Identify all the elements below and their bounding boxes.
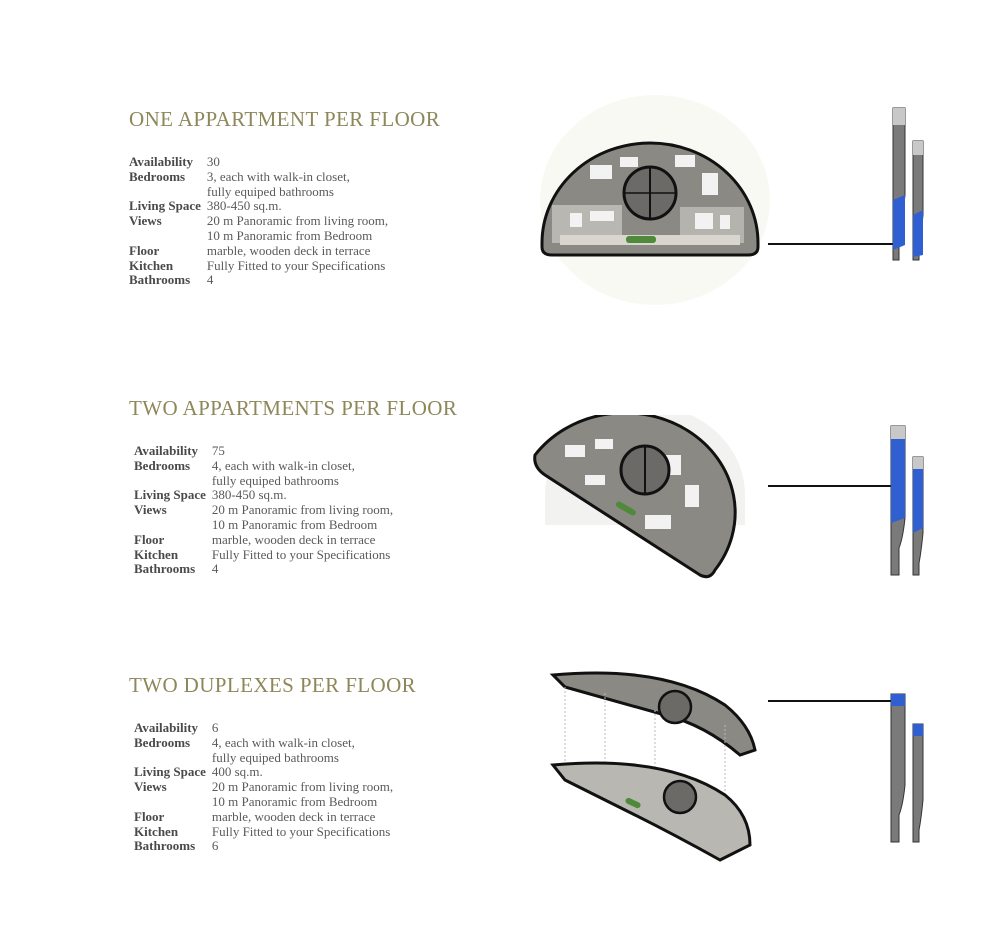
spec-row bbox=[134, 503, 393, 518]
spec-value: 4, each with walk-in closet, bbox=[211, 734, 355, 750]
spec-row bbox=[129, 155, 388, 170]
spec-row bbox=[134, 810, 393, 825]
spec-label: Floor bbox=[134, 531, 165, 547]
spec-table bbox=[134, 444, 393, 577]
spec-label: Living Space bbox=[134, 487, 206, 503]
spec-row bbox=[134, 562, 393, 577]
spec-value: Fully Fitted to your Specifications bbox=[211, 546, 391, 562]
spec-value: 10 m Panoramic from Bedroom bbox=[206, 227, 373, 243]
spec-label: Bedrooms bbox=[134, 734, 191, 750]
floor-plan-one-apartment bbox=[530, 95, 770, 315]
spec-label: Bedrooms bbox=[134, 457, 191, 473]
section-title: ONE APPARTMENT PER FLOOR bbox=[129, 107, 441, 131]
tower-elevation-two-apartments bbox=[885, 423, 933, 578]
spec-value: Fully Fitted to your Specifications bbox=[211, 823, 391, 839]
spec-value: 20 m Panoramic from living room, bbox=[206, 213, 389, 229]
spec-value: 4, each with walk-in closet, bbox=[211, 457, 355, 473]
spec-label: Bedrooms bbox=[129, 168, 186, 184]
spec-label bbox=[129, 185, 207, 200]
spec-value: 4 bbox=[211, 561, 219, 577]
spec-row bbox=[134, 518, 393, 533]
spec-value: 400 sq.m. bbox=[211, 764, 263, 780]
spec-row bbox=[134, 736, 393, 751]
spec-label: Views bbox=[129, 213, 162, 229]
spec-value: 6 bbox=[211, 838, 219, 854]
spec-value: 20 m Panoramic from living room, bbox=[211, 779, 394, 795]
spec-row bbox=[129, 214, 388, 229]
spec-row bbox=[134, 474, 393, 489]
spec-value: 30 bbox=[206, 154, 220, 169]
spec-label: Bathrooms bbox=[134, 561, 196, 577]
spec-row bbox=[129, 259, 388, 274]
spec-row bbox=[129, 244, 388, 259]
spec-row bbox=[134, 795, 393, 810]
spec-label: Living Space bbox=[129, 198, 201, 214]
spec-row bbox=[134, 839, 393, 854]
spec-value: fully equiped bathrooms bbox=[211, 749, 339, 765]
leader-line bbox=[768, 243, 900, 245]
spec-value: 6 bbox=[211, 720, 219, 735]
floor-plan-two-apartments bbox=[525, 415, 775, 585]
spec-row bbox=[134, 459, 393, 474]
spec-label: Floor bbox=[134, 808, 165, 824]
spec-label bbox=[129, 229, 207, 244]
spec-value: 20 m Panoramic from living room, bbox=[211, 502, 394, 518]
spec-value: marble, wooden deck in terrace bbox=[211, 808, 376, 824]
tower-elevation-two-duplexes bbox=[885, 690, 933, 850]
spec-label: Bathrooms bbox=[134, 838, 196, 854]
spec-row bbox=[134, 444, 393, 459]
spec-value: 4 bbox=[206, 272, 214, 288]
spec-label bbox=[134, 474, 212, 489]
section-two-duplexes bbox=[0, 610, 1000, 933]
leader-line bbox=[768, 700, 900, 702]
spec-row bbox=[134, 751, 393, 766]
spec-row bbox=[134, 533, 393, 548]
spec-row bbox=[129, 273, 388, 288]
spec-label bbox=[134, 751, 212, 766]
spec-value: marble, wooden deck in terrace bbox=[211, 531, 376, 547]
spec-label: Views bbox=[134, 779, 167, 795]
spec-value: marble, wooden deck in terrace bbox=[206, 242, 371, 258]
leader-line bbox=[768, 485, 900, 487]
spec-row bbox=[134, 825, 393, 840]
spec-value: 10 m Panoramic from Bedroom bbox=[211, 793, 378, 809]
section-title: TWO APPARTMENTS PER FLOOR bbox=[129, 396, 458, 420]
spec-row bbox=[129, 199, 388, 214]
spec-value: 380-450 sq.m. bbox=[211, 487, 287, 503]
spec-row bbox=[129, 185, 388, 200]
spec-row bbox=[134, 548, 393, 563]
spec-label bbox=[134, 795, 212, 810]
spec-label: Availability bbox=[129, 154, 194, 169]
floor-plan-two-duplexes bbox=[545, 665, 770, 865]
spec-label: Kitchen bbox=[129, 257, 174, 273]
spec-value: 380-450 sq.m. bbox=[206, 198, 282, 214]
spec-label: Kitchen bbox=[134, 823, 179, 839]
spec-label: Kitchen bbox=[134, 546, 179, 562]
spec-row bbox=[134, 780, 393, 795]
spec-label: Availability bbox=[134, 443, 199, 458]
section-one-apartment bbox=[0, 0, 1000, 320]
spec-value: 75 bbox=[211, 443, 225, 458]
spec-label: Living Space bbox=[134, 764, 206, 780]
spec-value: 10 m Panoramic from Bedroom bbox=[211, 516, 378, 532]
spec-value: 3, each with walk-in closet, bbox=[206, 168, 350, 184]
section-two-apartments bbox=[0, 320, 1000, 610]
spec-label: Bathrooms bbox=[129, 272, 191, 288]
tower-elevation-one-apartment bbox=[885, 105, 933, 263]
spec-row bbox=[129, 170, 388, 185]
spec-value: Fully Fitted to your Specifications bbox=[206, 257, 386, 273]
spec-row bbox=[129, 229, 388, 244]
spec-label bbox=[134, 518, 212, 533]
spec-label: Floor bbox=[129, 242, 160, 258]
spec-table bbox=[129, 155, 388, 288]
spec-row bbox=[134, 765, 393, 780]
spec-table bbox=[134, 721, 393, 854]
section-title: TWO DUPLEXES PER FLOOR bbox=[129, 673, 417, 697]
spec-row bbox=[134, 488, 393, 503]
spec-value: fully equiped bathrooms bbox=[211, 472, 339, 488]
spec-label: Views bbox=[134, 502, 167, 518]
spec-value: fully equiped bathrooms bbox=[206, 183, 334, 199]
spec-label: Availability bbox=[134, 720, 199, 735]
spec-row bbox=[134, 721, 393, 736]
